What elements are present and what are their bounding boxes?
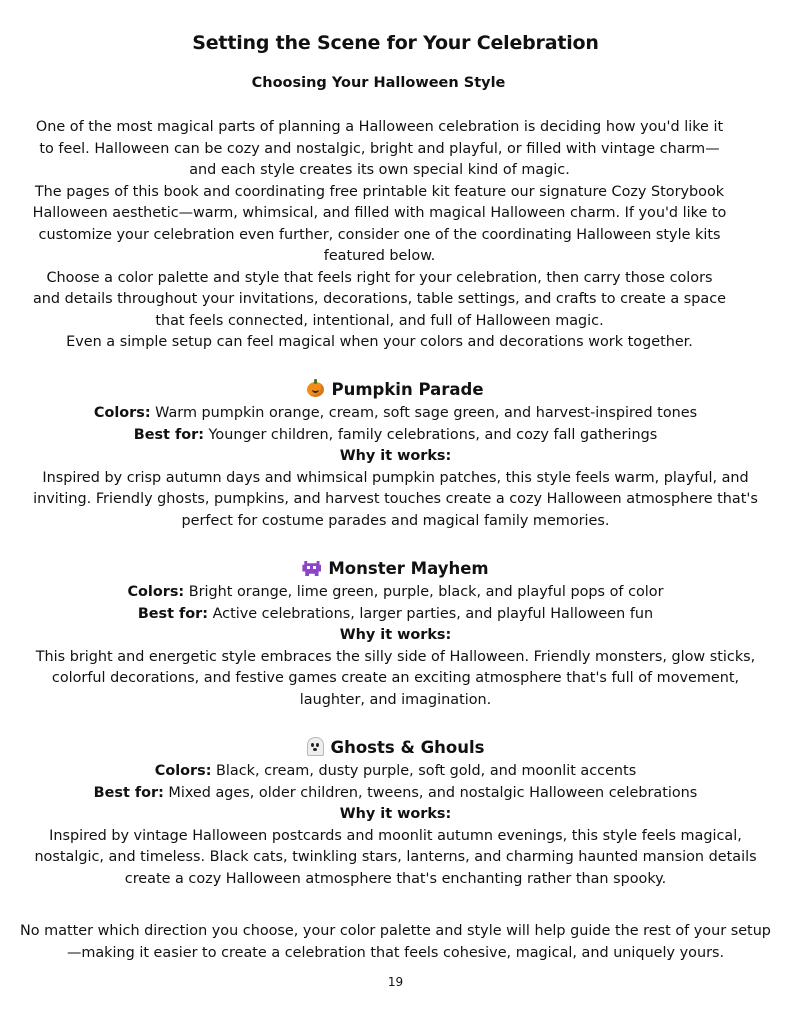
page-subtitle: Choosing Your Halloween Style (251, 75, 506, 91)
best-for-text: Mixed ages, older children, tweens, and nostalgic Halloween celebrations (163, 784, 698, 801)
section-colors (28, 403, 763, 425)
closing-paragraph: No matter which direction you choose, your color palette and style will help guide the rest of your setup—making it easier to create a celebration that feels cohesive, magical, and uniquely yours. (20, 923, 771, 961)
colors-text: Black, cream, dusty purple, soft gold, and moonlit accents (211, 763, 637, 779)
why-label: Why it works: (339, 627, 452, 643)
intro-paragraph: The pages of this book and coordinating free printable kit feature our signature Cozy Storybook Halloween aesthetic—warm, whimsical, and filled with magical Halloween charm. If you'd like to customize your celebration even further, consider one of the coordinating Halloween style kits featured below. (32, 183, 727, 264)
colors-label: Colors: (93, 405, 151, 421)
ghost-icon (307, 737, 324, 756)
best-for-label: Best for: (137, 605, 209, 622)
page-number: 19 (387, 975, 404, 989)
why-text: Inspired by vintage Halloween postcards and moonlit autumn evenings, this style feels magical, nostalgic, and timeless. Black cats, twinkling stars, lanterns, and charming haunted mansion details create a cozy Halloween atmosphere that's enchanting rather than spooky. (34, 827, 757, 887)
section-title: Pumpkin Parade (331, 380, 484, 399)
style-section-ghosts-ghouls (28, 736, 763, 890)
monster-icon (302, 561, 321, 576)
best-for-text: Active celebrations, larger parties, and playful Halloween fun (208, 605, 654, 622)
intro-paragraph: Choose a color palette and style that feels right for your celebration, then carry those colors and details throughout your invitations, decorations, table settings, and crafts to create a space that feels connected, intentional, and full of Halloween magic. (32, 269, 726, 329)
section-heading (28, 736, 763, 760)
style-section-monster-mayhem (28, 557, 763, 711)
pumpkin-icon (307, 382, 324, 397)
section-colors (28, 582, 763, 604)
why-label: Why it works: (339, 806, 452, 822)
intro-paragraph: One of the most magical parts of planning a Halloween celebration is deciding how you'd like it to feel. Halloween can be cozy and nostalgic, bright and playful, or filled with vintage charm—and each style creates its own special kind of magic. (35, 119, 724, 178)
why-text: This bright and energetic style embraces the silly side of Halloween. Friendly monsters, glow sticks, colorful decorations, and festive games create an exciting atmosphere that's full of movement, laughter, and imagination. (35, 648, 756, 708)
section-best-for (28, 425, 763, 447)
page-title: Setting the Scene for Your Celebration (192, 32, 599, 54)
best-for-label: Best for: (93, 784, 164, 801)
section-title: Monster Mayhem (328, 559, 489, 578)
section-title: Ghosts & Ghouls (330, 738, 485, 757)
closing-text (20, 921, 771, 964)
why-text: Inspired by crisp autumn days and whimsical pumpkin patches, this style feels warm, playful, and inviting. Friendly ghosts, pumpkins, and harvest touches create a cozy Halloween atmosphere that's perfect for costume parades and magical family memories. (33, 469, 758, 529)
intro-paragraph: Even a simple setup can feel magical when your colors and decorations work together. (66, 334, 693, 350)
best-for-text: Younger children, family celebrations, and cozy fall gatherings (203, 426, 658, 443)
colors-text: Bright orange, lime green, purple, black, and playful pops of color (184, 584, 664, 600)
colors-label: Colors: (127, 584, 185, 600)
section-heading (28, 378, 763, 402)
best-for-label: Best for: (133, 426, 204, 443)
style-section-pumpkin-parade (28, 378, 763, 532)
section-best-for (28, 783, 763, 805)
section-heading (28, 557, 763, 581)
intro-text (32, 117, 727, 354)
section-colors (28, 761, 763, 783)
why-label: Why it works: (339, 448, 452, 464)
section-best-for (28, 604, 763, 626)
colors-text: Warm pumpkin orange, cream, soft sage green, and harvest-inspired tones (150, 405, 698, 421)
colors-label: Colors: (154, 763, 212, 779)
